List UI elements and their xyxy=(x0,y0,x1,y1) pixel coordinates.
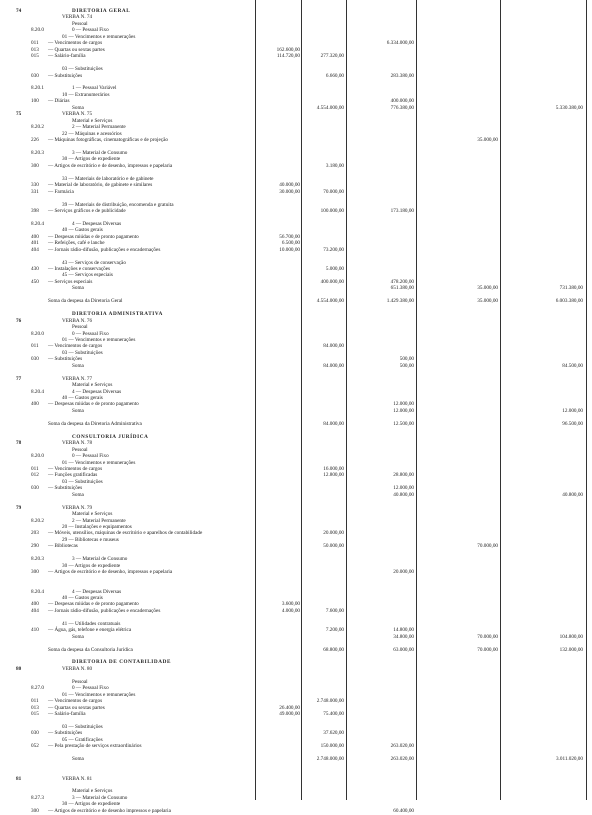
account-code: 300 xyxy=(31,162,39,169)
amount-c4: 5.330.380,00 xyxy=(555,104,583,111)
item-description: — Vencimentos de cargos xyxy=(48,40,103,47)
item-description: — Substituições xyxy=(48,72,83,79)
amount-c1: 12.800,00 xyxy=(323,472,344,479)
item-description: — Funções gratificadas xyxy=(48,472,98,479)
item-description: 40 — Gastos gerais xyxy=(62,227,103,234)
item-description: 01 — Vencimentos e remunerações xyxy=(62,33,136,40)
account-code: 8.27.0 xyxy=(31,685,44,692)
amount-c2: 12.000,00 xyxy=(393,407,414,414)
amount-c0: 10.000,00 xyxy=(279,246,300,253)
amount-c1: 2.748.000,00 xyxy=(316,756,344,763)
amount-c1: 68.800,00 xyxy=(323,646,344,653)
amount-c2: 20.000,00 xyxy=(393,569,414,576)
item-description: 40 — Gastos gerais xyxy=(62,594,103,601)
item-description: Soma xyxy=(72,285,84,292)
item-description: — Substituições xyxy=(48,485,83,492)
item-description: 30 — Artigos de expediente xyxy=(62,156,121,163)
item-description: 0 — Pessoal Fixo xyxy=(72,685,109,692)
section-number: 80 xyxy=(16,665,22,672)
item-description: 03 — Substituições xyxy=(62,66,103,73)
amount-c2: 651.380,00 xyxy=(390,285,414,292)
item-description: — Jornais rádio-difusão, publicações e encadernações xyxy=(48,246,161,253)
item-description: — Quartas ou sextas partes xyxy=(48,704,105,711)
item-description: — Despesas miúdas e de pronto pagamento xyxy=(48,601,139,608)
account-code: 401 xyxy=(31,240,39,247)
amount-c2: 28.800,00 xyxy=(393,472,414,479)
amount-c1: 7.200,00 xyxy=(325,627,344,634)
account-code: 030 xyxy=(31,730,39,737)
item-description: 0 — Pessoal Fixo xyxy=(72,27,109,34)
amount-c0: 114.720,00 xyxy=(276,53,300,60)
item-description: — Despesas miúdas e de pronto pagamento xyxy=(48,401,139,408)
item-description: 05 — Gratificações xyxy=(62,736,103,743)
item-description: 3 — Material de Consumo xyxy=(72,794,128,801)
item-description: — Despesas miúdas e de pronto pagamento xyxy=(48,233,139,240)
item-description: — Água, gás, telefone e energia elétrica xyxy=(48,627,132,634)
verba-label: VERBA N. 76 xyxy=(62,317,93,324)
account-code: 8.20.0 xyxy=(31,330,44,337)
item-description: Soma xyxy=(72,491,84,498)
item-description: — Vencimentos de cargos xyxy=(48,465,103,472)
account-code: 052 xyxy=(31,743,39,750)
item-description: — Vencimentos de cargos xyxy=(48,698,103,705)
item-description: — Jornais rádio-difusão, publicações e encadernações xyxy=(48,607,161,614)
account-code: 8.20.4 xyxy=(31,388,44,395)
section-heading: DIRETORIA ADMINISTRATIVA xyxy=(72,311,163,318)
account-code: 8.20.3 xyxy=(31,556,44,563)
item-description: 0 — Pessoal Fixo xyxy=(72,330,109,337)
amount-c0: 26.400,00 xyxy=(279,704,300,711)
item-description: Soma xyxy=(72,362,84,369)
account-code: 330 xyxy=(31,182,39,189)
item-description: 03 — Substituições xyxy=(62,478,103,485)
account-code: 203 xyxy=(31,530,39,537)
amount-c1: 75.400,00 xyxy=(323,711,344,718)
item-description: — Instalações e conservações xyxy=(48,266,111,272)
amount-c1: 2.748.000,00 xyxy=(316,698,344,705)
section-number: 81 xyxy=(16,775,22,782)
amount-c2: 400.000,00 xyxy=(390,98,414,105)
amount-c3: 70.000,00 xyxy=(477,543,498,550)
item-description: 0 — Pessoal Fixo xyxy=(72,453,109,460)
amount-c4: 84.500,00 xyxy=(562,362,583,369)
item-description: 01 — Vencimentos e remunerações xyxy=(62,459,136,466)
account-code: 404 xyxy=(31,246,39,253)
account-code: 300 xyxy=(31,569,39,576)
amount-c1: 50.000,00 xyxy=(323,543,344,550)
account-code: 450 xyxy=(31,278,39,285)
item-description: Material e Serviços xyxy=(72,382,113,389)
item-description: Soma xyxy=(72,407,84,414)
amount-c1: 100.000,00 xyxy=(320,207,344,214)
amount-c4: 40.800,00 xyxy=(562,491,583,498)
item-description: Soma xyxy=(72,633,84,640)
amount-c1: 70.000,00 xyxy=(323,188,344,195)
account-code: 011 xyxy=(31,343,39,350)
item-description: 1 — Pessoal Variável xyxy=(72,85,117,92)
item-description: 39 — Materiais de distribuição, encomenda e gratuita xyxy=(62,201,174,208)
account-code: 015 xyxy=(31,711,39,718)
section-number: 76 xyxy=(16,317,22,324)
amount-c1: 4.554.000,00 xyxy=(316,104,344,111)
account-code: 398 xyxy=(31,207,39,214)
item-description: 40 — Gastos gerais xyxy=(62,395,103,401)
table-row xyxy=(0,808,592,815)
amount-c3: 35.000,00 xyxy=(477,137,498,143)
amount-c3: 35.000,00 xyxy=(477,298,498,305)
item-description: 03 — Substituições xyxy=(62,349,103,356)
item-description: Soma da despesa da Diretoria Geral xyxy=(48,298,123,305)
item-description: 3 — Material de Consumo xyxy=(72,556,128,563)
amount-c2: 60.400,00 xyxy=(393,807,414,814)
account-code: 8.20.3 xyxy=(31,149,44,156)
amount-c2: 6.334.000,00 xyxy=(386,40,414,47)
item-description: 4 — Despesas Diversas xyxy=(72,588,122,595)
amount-c2: 478.200,00 xyxy=(390,278,414,285)
item-description: 45 — Serviços especiais xyxy=(62,272,113,279)
amount-c1: 4.554.000,00 xyxy=(316,298,344,305)
verba-label: VERBA N. 81 xyxy=(62,775,93,782)
amount-c0: 56.700,00 xyxy=(279,233,300,240)
amount-c2: 12.000,00 xyxy=(393,401,414,408)
amount-c2: 263.020,00 xyxy=(390,756,414,763)
item-description: Soma da despesa da Consultoria Jurídica xyxy=(48,646,133,653)
item-description: — Pela prestação de serviços extraordinários xyxy=(48,743,142,750)
amount-c1: 37.620,00 xyxy=(323,730,344,737)
account-code: 400 xyxy=(31,233,39,240)
amount-c4: 6.003.380,00 xyxy=(555,298,583,305)
item-description: Pessoal xyxy=(72,446,88,453)
item-description: — Refeições, café e lanche xyxy=(48,240,105,247)
item-description: 2 — Material Permanente xyxy=(72,124,126,131)
item-description: Pessoal xyxy=(72,678,88,685)
amount-c4: 132.000,00 xyxy=(559,646,583,653)
amount-c2: 263.020,00 xyxy=(390,743,414,750)
account-code: 430 xyxy=(31,266,39,272)
amount-c2: 14.800,00 xyxy=(393,627,414,634)
item-description: 4 — Despesas Diversas xyxy=(72,388,122,395)
amount-c1: 3.180,00 xyxy=(325,162,344,169)
verba-label: VERBA N. 77 xyxy=(62,375,93,382)
account-code: 8.20.4 xyxy=(31,588,44,595)
item-description: Soma xyxy=(72,756,84,763)
item-description: 22 — Máquinas e acessórios xyxy=(62,130,122,137)
amount-c1: 400.000,00 xyxy=(320,278,344,285)
account-code: 011 xyxy=(31,40,39,47)
account-code: 8.20.1 xyxy=(31,85,44,92)
item-description: Pessoal xyxy=(72,20,88,27)
amount-c2: 500,00 xyxy=(399,356,414,363)
section-heading: DIRETORIA DE CONTABILIDADE xyxy=(72,659,172,666)
account-code: 8.20.0 xyxy=(31,453,44,460)
item-description: 10 — Extranumerários xyxy=(62,91,110,98)
account-code: 030 xyxy=(31,72,39,79)
amount-c1: 84.000,00 xyxy=(323,362,344,369)
amount-c2: 173.180,00 xyxy=(390,207,414,214)
item-description: — Salário-família xyxy=(48,711,86,718)
item-description: — Material de laboratório, de gabinete e similares xyxy=(48,182,153,189)
item-description: 01 — Vencimentos e remunerações xyxy=(62,336,136,343)
amount-c2: 12.000,00 xyxy=(393,485,414,492)
amount-c1: 150.000,00 xyxy=(320,743,344,750)
item-description: Pessoal xyxy=(72,324,88,331)
amount-c0: 40.000,00 xyxy=(279,182,300,189)
item-description: 30 — Artigos de expediente xyxy=(62,562,121,569)
amount-c1: 20.000,00 xyxy=(323,530,344,537)
section-number: 74 xyxy=(16,8,22,14)
item-description: — Serviços gráficos e de publicidade xyxy=(48,207,126,214)
account-code: 030 xyxy=(31,356,39,363)
amount-c1: 73.200,00 xyxy=(323,246,344,253)
amount-c1: 84.000,00 xyxy=(323,343,344,350)
account-code: 011 xyxy=(31,698,39,705)
item-description: — Substituições xyxy=(48,356,83,363)
section-number: 79 xyxy=(16,504,22,511)
amount-c1: 6.660,00 xyxy=(325,72,344,79)
account-code: 8.20.0 xyxy=(31,27,44,34)
account-code: 404 xyxy=(31,607,39,614)
item-description: 20 — Instalações e equipamentos xyxy=(62,524,132,530)
item-description: — Quartas ou sextas partes xyxy=(48,46,105,53)
amount-c2: 40.800,00 xyxy=(393,491,414,498)
account-code: 030 xyxy=(31,485,39,492)
item-description: Material e Serviços xyxy=(72,788,113,795)
account-code: 8.20.2 xyxy=(31,517,44,524)
amount-c2: 34.800,00 xyxy=(393,633,414,640)
amount-c1: 277.320,00 xyxy=(320,53,344,60)
amount-c3: 70.000,00 xyxy=(477,646,498,653)
amount-c2: 776.380,00 xyxy=(390,104,414,111)
item-description: 3 — Material de Consumo xyxy=(72,149,128,156)
item-description: — Vencimentos de cargos xyxy=(48,343,103,350)
verba-label: VERBA N. 79 xyxy=(62,504,93,511)
account-code: 012 xyxy=(31,472,39,479)
amount-c4: 731.380,00 xyxy=(559,285,583,292)
account-code: 013 xyxy=(31,46,39,53)
item-description: 41 — Utilidades contratuais xyxy=(62,620,121,627)
item-description: — Farmácia xyxy=(48,188,74,195)
account-code: 8.20.2 xyxy=(31,124,44,131)
amount-c2: 1.429.380,00 xyxy=(386,298,414,305)
verba-label: VERBA N. 75 xyxy=(62,111,93,118)
item-description: Soma da despesa da Diretoria Administrativa xyxy=(48,420,142,427)
amount-c1: 5.000,00 xyxy=(325,266,344,272)
account-code: 100 xyxy=(31,98,39,105)
account-code: 8.20.4 xyxy=(31,220,44,227)
section-heading: CONSULTORIA JURÍDICA xyxy=(72,433,149,440)
item-description: — Artigos de escritório e de desenho, impressos e papelaria xyxy=(48,569,173,576)
amount-c2: 500,00 xyxy=(399,362,414,369)
amount-c4: 104.800,00 xyxy=(559,633,583,640)
amount-c4: 12.000,00 xyxy=(562,407,583,414)
section-number: 77 xyxy=(16,375,22,382)
verba-label: VERBA N. 80 xyxy=(62,665,93,672)
item-description: 2 — Material Permanente xyxy=(72,517,126,524)
account-code: 400 xyxy=(31,401,39,408)
item-description: 03 — Substituições xyxy=(62,723,103,730)
item-description: 4 — Despesas Diversas xyxy=(72,220,122,227)
item-description: — Salário-família xyxy=(48,53,86,60)
item-description: — Substituições xyxy=(48,730,83,737)
section-heading: DIRETORIA GERAL xyxy=(72,8,131,14)
account-code: 290 xyxy=(31,543,39,550)
amount-c0: 49.000,00 xyxy=(279,711,300,718)
amount-c3: 35.000,00 xyxy=(477,285,498,292)
section-number: 75 xyxy=(16,111,22,118)
account-code: 013 xyxy=(31,704,39,711)
item-description: 43 — Serviços de conservação xyxy=(62,259,126,266)
item-description: — Artigos de escritório e de desenho, impressos e papelaria xyxy=(48,162,173,169)
item-description: Material e Serviços xyxy=(72,117,113,124)
item-description: 29 — Bibliotecas e museus xyxy=(62,536,119,543)
amount-c1: 16.000,00 xyxy=(323,465,344,472)
amount-c1: 84.000,00 xyxy=(323,420,344,427)
account-code: 226 xyxy=(31,137,39,143)
item-description: Soma xyxy=(72,104,84,111)
item-description: — Artigos de escritório e de desenho impressos e papelaria xyxy=(48,807,171,814)
account-code: 410 xyxy=(31,627,39,634)
item-description: — Bibliotecas xyxy=(48,543,78,550)
verba-label: VERBA N. 78 xyxy=(62,440,93,447)
amount-c2: 63.000,00 xyxy=(393,646,414,653)
account-code: 300 xyxy=(31,807,39,814)
amount-c2: 12.500,00 xyxy=(393,420,414,427)
item-description: — Serviços especiais xyxy=(48,278,93,285)
amount-c1: 7.600,00 xyxy=(325,607,344,614)
amount-c3: 70.000,00 xyxy=(477,633,498,640)
item-description: — Máquinas fotográficas, cinematográficas e de projeção xyxy=(48,137,168,143)
amount-c4: 96.500,00 xyxy=(562,420,583,427)
amount-c0: 162.600,00 xyxy=(276,46,300,53)
amount-c4: 3.011.020,00 xyxy=(555,756,583,763)
amount-c0: 4.000,00 xyxy=(281,607,300,614)
item-description: 01 — Vencimentos e remunerações xyxy=(62,691,136,698)
account-code: 011 xyxy=(31,465,39,472)
account-code: 8.27.3 xyxy=(31,794,44,801)
section-number: 78 xyxy=(16,440,22,447)
item-description: 33 — Materiais de laboratório e de gabinete xyxy=(62,175,154,182)
item-description: — Diárias xyxy=(48,98,70,105)
account-code: 331 xyxy=(31,188,39,195)
amount-c0: 30.000,00 xyxy=(279,188,300,195)
account-code: 400 xyxy=(31,601,39,608)
amount-c0: 3.600,00 xyxy=(281,601,300,608)
account-code: 015 xyxy=(31,53,39,60)
amount-c0: 6.500,00 xyxy=(281,240,300,247)
item-description: 30 — Artigos de expediente xyxy=(62,801,121,808)
verba-label: VERBA N. 74 xyxy=(62,14,93,21)
item-description: Material e Serviços xyxy=(72,511,113,518)
amount-c2: 283.380,00 xyxy=(390,72,414,79)
item-description: — Móveis, utensílios, máquinas de escritório e aparelhos de contabilidade xyxy=(48,530,203,537)
